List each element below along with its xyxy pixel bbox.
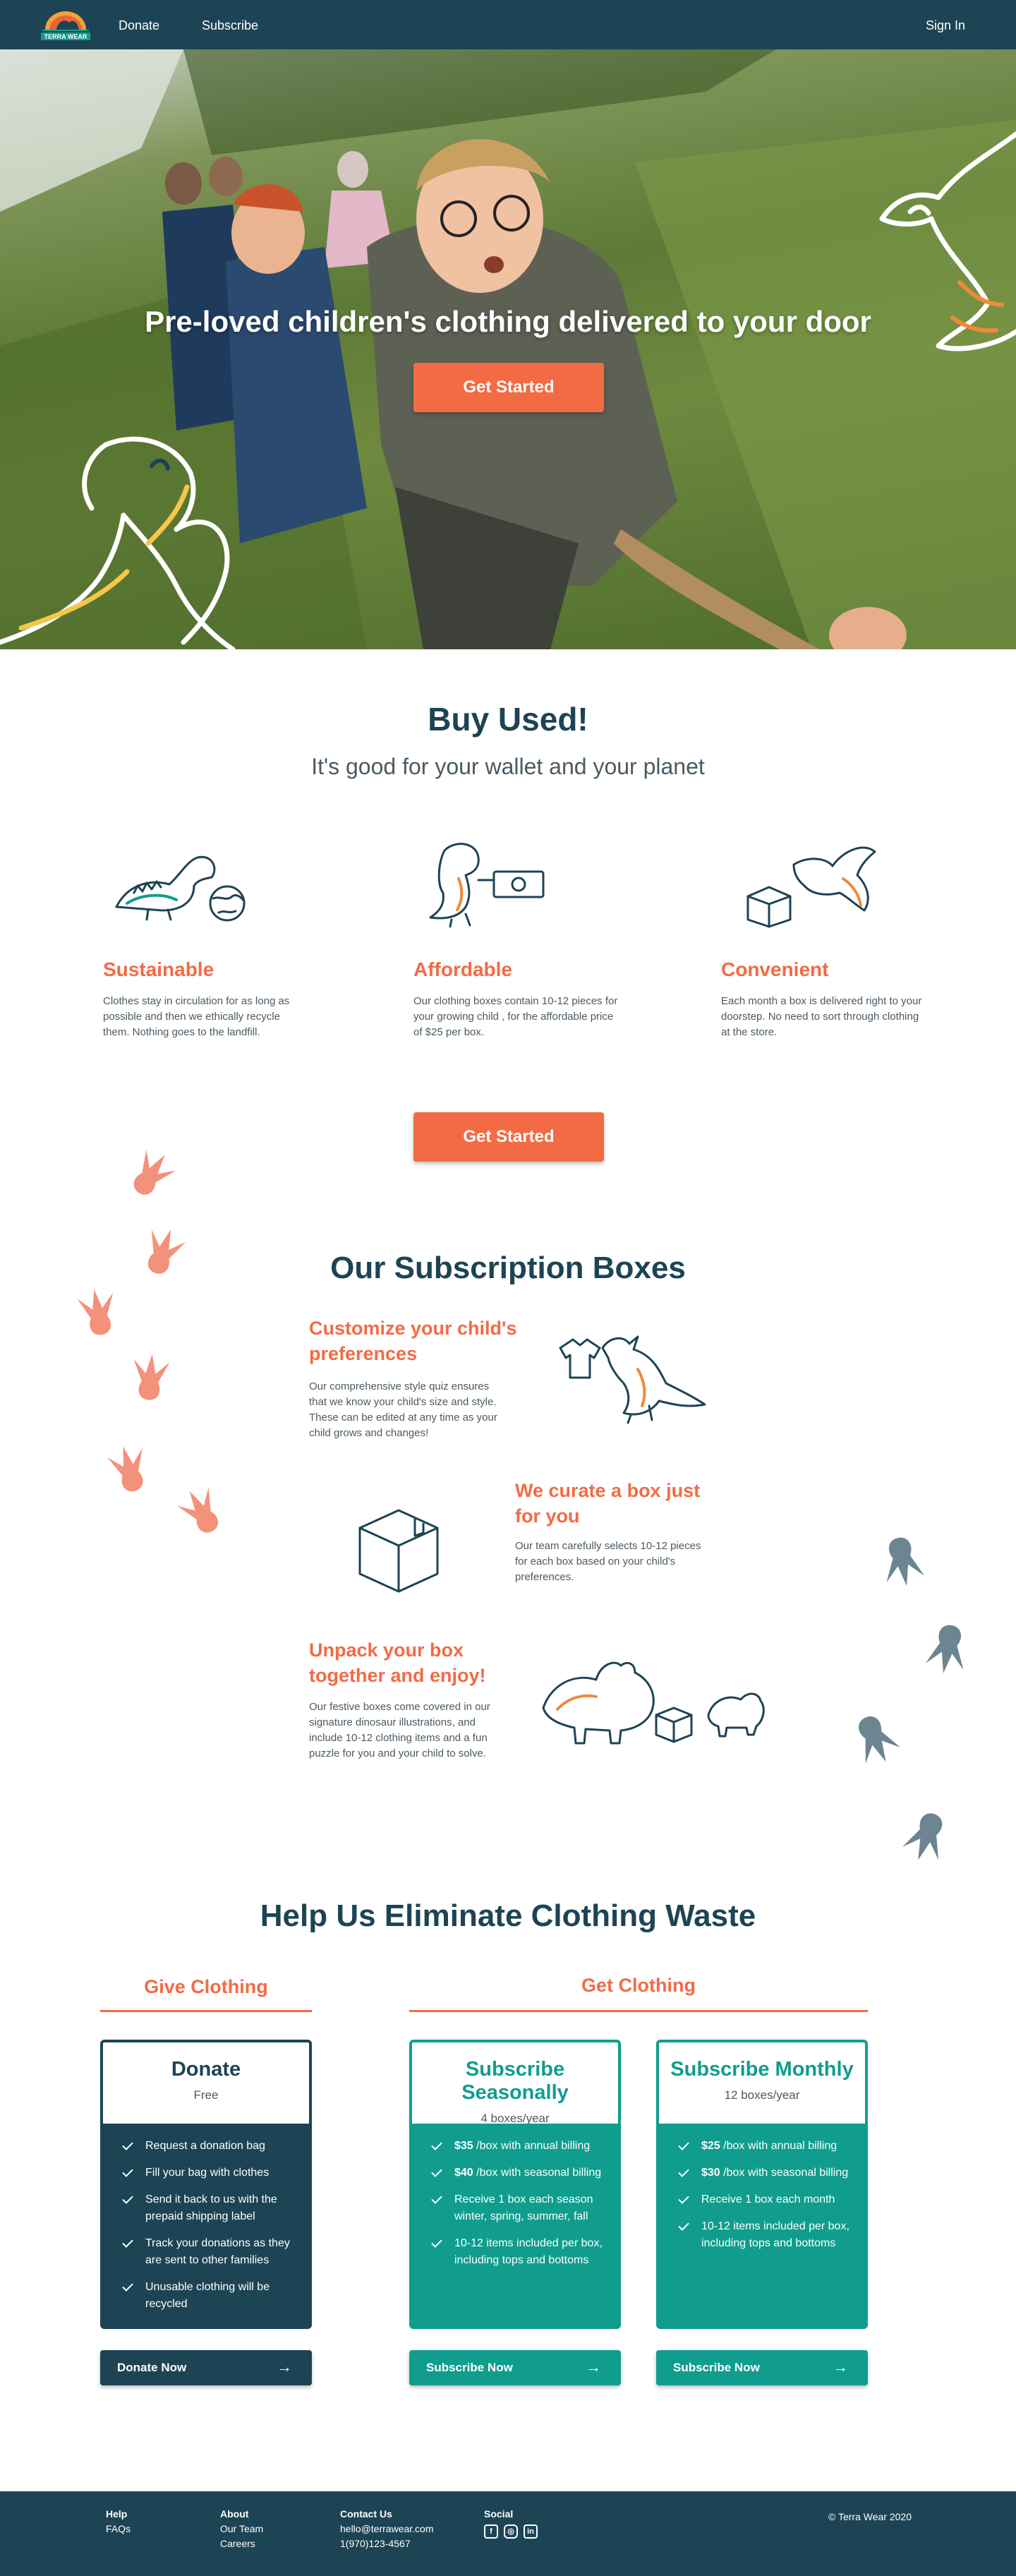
check-icon <box>122 2280 133 2292</box>
instagram-icon[interactable]: ◎ <box>504 2524 518 2539</box>
list-item: $40 /box with seasonal billing <box>430 2165 604 2181</box>
step-curate-text: Our team carefully selects 10-12 pieces for each box based on your child's preferences. <box>515 1540 701 1583</box>
footer <box>0 2491 1016 2576</box>
step-unpack-title: Unpack your box together and enjoy! <box>309 1639 486 1686</box>
footer-careers-link[interactable]: Careers <box>220 2538 255 2549</box>
donate-now-button[interactable]: Donate Now → <box>100 2350 312 2385</box>
terra-wear-logo[interactable] <box>37 7 95 42</box>
dino-footprint-icon <box>73 1287 123 1337</box>
feature-sustainable-title: Sustainable <box>103 958 214 980</box>
footer-faqs-link[interactable]: FAQs <box>106 2523 131 2534</box>
card-title: Donate <box>171 2058 241 2081</box>
footer-help-column <box>106 2507 131 2536</box>
nav-subscribe-link[interactable]: Subscribe <box>202 18 259 32</box>
list-item: Receive 1 box each season winter, spring, summer, fall <box>430 2191 604 2225</box>
step-customize-text: Our comprehensive style quiz ensures that we know your child's size and style. These can be edited at any time as your child grows and changes! <box>309 1380 497 1439</box>
card-title: Subscribe Seasonally <box>461 2058 569 2104</box>
top-nav <box>0 0 1016 49</box>
facebook-icon[interactable]: f <box>484 2524 498 2539</box>
card-price: 12 boxes/year <box>724 2088 800 2102</box>
check-icon <box>678 2166 689 2177</box>
shirt-dinosaur-icon <box>553 1327 708 1426</box>
dino-footprint-icon <box>849 1714 902 1766</box>
footer-copyright: © Terra Wear 2020 <box>828 2511 912 2522</box>
hero-title: Pre-loved children's clothing delivered to your door <box>145 305 871 338</box>
check-icon <box>431 2139 442 2150</box>
check-icon <box>122 2193 133 2204</box>
card-features <box>659 2124 865 2252</box>
hero-photo <box>0 49 1016 649</box>
footer-contact-column <box>340 2507 434 2551</box>
list-item: $35 /box with annual billing <box>430 2138 604 2155</box>
help-title: Help Us Eliminate Clothing Waste <box>260 1898 756 1933</box>
dino-footprint-icon <box>127 1149 176 1198</box>
card-price: Free <box>193 2088 219 2102</box>
subscribe-seasonally-button[interactable]: Subscribe Now → <box>409 2350 621 2385</box>
list-item: $30 /box with seasonal billing <box>677 2165 851 2181</box>
dino-footprint-icon <box>126 1352 175 1402</box>
check-icon <box>678 2139 689 2150</box>
card-title: Subscribe Monthly <box>670 2058 854 2081</box>
feature-convenient-text: Each month a box is delivered right to your doorstep. No need to sort through clothing at the store. <box>721 995 922 1038</box>
nav-donate-link[interactable]: Donate <box>119 18 160 32</box>
dino-footprint-icon <box>900 1811 953 1863</box>
check-icon <box>431 2237 442 2248</box>
list-item: Unusable clothing will be recycled <box>121 2279 295 2313</box>
arrow-right-icon: → <box>833 2358 848 2376</box>
hero-section <box>0 49 1016 649</box>
subscription-title: Our Subscription Boxes <box>330 1251 686 1285</box>
subscribe-monthly-card <box>656 2040 868 2329</box>
check-icon <box>122 2139 133 2150</box>
buy-used-title: Buy Used! <box>428 701 588 738</box>
get-started-button[interactable]: Get Started <box>413 1112 604 1162</box>
dino-footprint-icon <box>921 1623 974 1675</box>
card-price: 4 boxes/year <box>480 2112 550 2125</box>
card-features <box>103 2124 309 2313</box>
give-clothing-label: Give Clothing <box>144 1976 268 1997</box>
give-clothing-divider <box>100 2010 312 2012</box>
buy-used-subtitle: It's good for your wallet and your planet <box>311 754 705 779</box>
list-item: Request a donation bag <box>121 2138 295 2155</box>
feature-sustainable-text: Clothes stay in circulation for as long as possible and then we ethically recycle them. Nothing goes to the landfill. <box>103 995 290 1038</box>
list-item: $25 /box with annual billing <box>677 2138 851 2155</box>
subscribe-monthly-button[interactable]: Subscribe Now → <box>656 2350 868 2385</box>
arrow-right-icon: → <box>586 2358 601 2376</box>
footer-about-column <box>220 2507 263 2551</box>
logo-wordmark: TERRA WEAR <box>44 33 87 40</box>
get-clothing-divider <box>409 2010 868 2012</box>
check-icon <box>678 2220 689 2231</box>
list-item: 10-12 items included per box, including tops and bottoms <box>430 2235 604 2269</box>
list-item: Receive 1 box each month <box>677 2191 851 2208</box>
list-item: Track your donations as they are sent to other families <box>121 2235 295 2269</box>
nav-signin-link[interactable]: Sign In <box>925 18 965 32</box>
check-icon <box>678 2193 689 2204</box>
step-customize-title: Customize your child's preferences <box>309 1318 517 1364</box>
step-curate-title: We curate a box just for you <box>515 1480 701 1527</box>
step-unpack-text: Our festive boxes come covered in our signature dinosaur illustrations, and include 10-12 clothing items and a fun puzzle for you and your child to solve. <box>309 1701 490 1759</box>
card-header <box>659 2042 865 2124</box>
dino-footprint-icon <box>104 1444 154 1493</box>
dinosaur-box-icon <box>741 836 882 928</box>
footer-social-column <box>484 2507 538 2539</box>
check-icon <box>431 2193 442 2204</box>
list-item: Fill your bag with clothes <box>121 2165 295 2181</box>
footer-phone: 1(970)123-4567 <box>340 2538 411 2549</box>
check-icon <box>431 2166 442 2177</box>
linkedin-icon[interactable]: in <box>524 2524 538 2539</box>
footer-contact-heading: Contact Us <box>340 2508 392 2520</box>
list-item: Send it back to us with the prepaid shipping label <box>121 2191 295 2225</box>
donate-card <box>100 2040 312 2329</box>
footer-about-heading: About <box>220 2508 249 2520</box>
get-clothing-label: Get Clothing <box>581 1975 696 1996</box>
card-header <box>412 2042 618 2124</box>
card-header <box>103 2042 309 2124</box>
box-icon <box>353 1503 445 1595</box>
triceratops-box-icon <box>536 1651 769 1750</box>
footer-social-heading: Social <box>484 2508 514 2520</box>
arrow-right-icon: → <box>277 2358 292 2376</box>
feature-affordable-text: Our clothing boxes contain 10-12 pieces for your growing child , for the affordable price of $25 per box. <box>413 995 618 1038</box>
subscribe-seasonally-card <box>409 2040 621 2329</box>
dinosaur-money-icon <box>416 836 557 928</box>
check-icon <box>122 2166 133 2177</box>
check-icon <box>122 2237 133 2248</box>
dinosaur-earth-icon <box>106 836 247 928</box>
dino-footprint-icon <box>876 1536 929 1588</box>
footer-our-team-link[interactable]: Our Team <box>220 2523 264 2534</box>
feature-affordable-title: Affordable <box>413 958 512 980</box>
list-item: 10-12 items included per box, including tops and bottoms <box>677 2218 851 2252</box>
hero-get-started-button[interactable]: Get Started <box>413 363 604 412</box>
footer-email-link[interactable]: hello@terrawear.com <box>340 2523 434 2534</box>
dino-footprint-icon <box>176 1486 226 1536</box>
feature-convenient-title: Convenient <box>721 958 829 980</box>
card-features <box>412 2124 618 2269</box>
footer-help-heading: Help <box>106 2508 128 2520</box>
